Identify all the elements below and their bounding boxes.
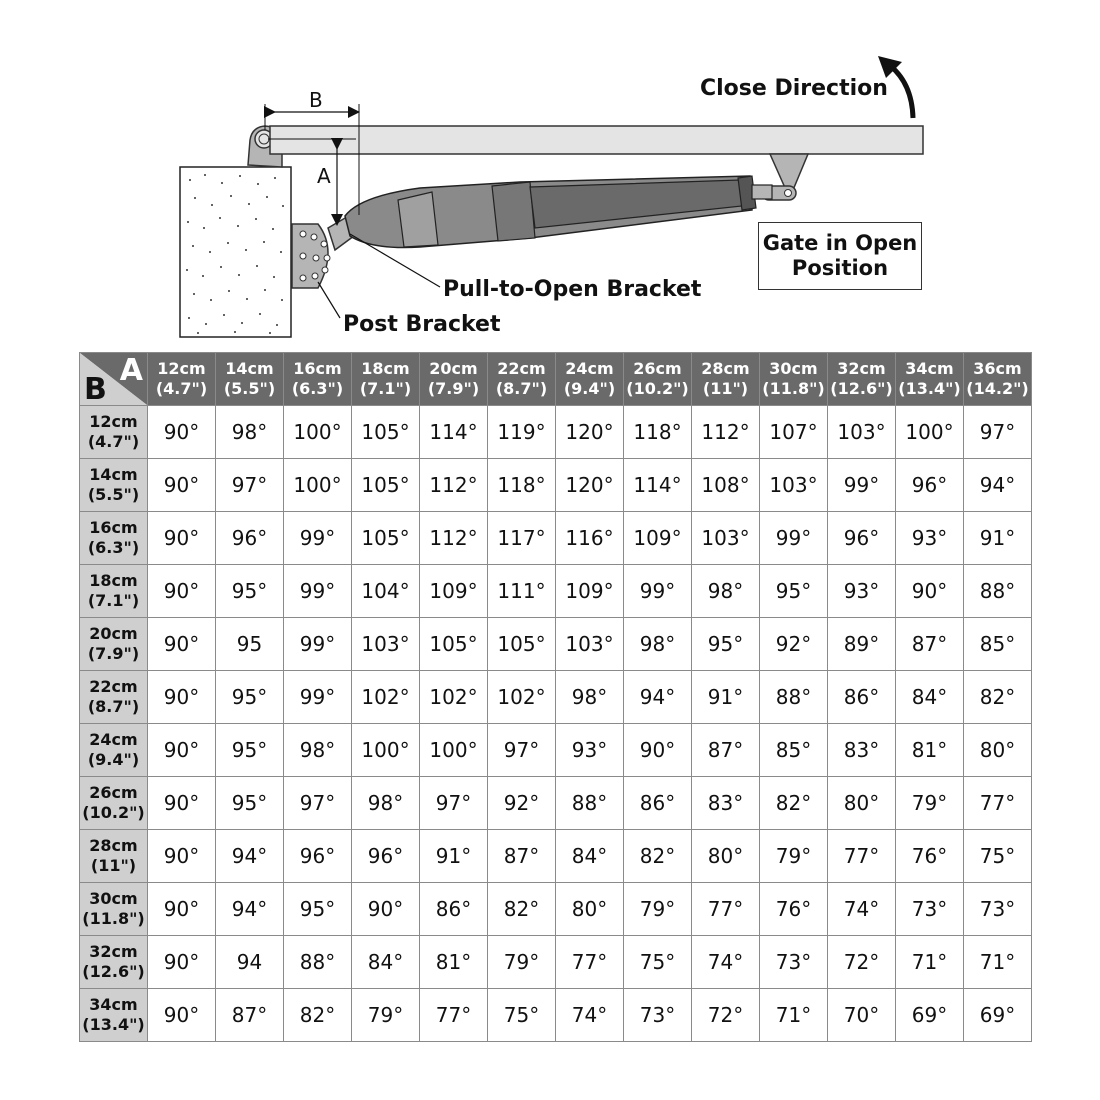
angle-cell: 80° (828, 777, 896, 830)
column-header-a (692, 353, 760, 406)
angle-cell: 92° (760, 618, 828, 671)
angle-cell: 80° (556, 883, 624, 936)
angle-cell: 74° (692, 936, 760, 989)
row-header-b (80, 565, 148, 618)
column-header-inch: (11") (702, 379, 749, 398)
angle-cell: 74° (556, 989, 624, 1042)
row-header-b (80, 406, 148, 459)
column-header-a (352, 353, 420, 406)
angle-cell: 95° (216, 777, 284, 830)
angle-cell: 103° (760, 459, 828, 512)
angle-cell: 77° (556, 936, 624, 989)
angle-cell: 81° (896, 724, 964, 777)
angle-cell: 105° (352, 512, 420, 565)
angle-cell: 95° (216, 724, 284, 777)
table-row (80, 989, 1032, 1042)
angle-cell: 93° (896, 512, 964, 565)
angle-cell: 98° (352, 777, 420, 830)
row-header-b (80, 883, 148, 936)
angle-cell: 112° (420, 512, 488, 565)
column-header-cm: 24cm (565, 359, 614, 378)
column-header-inch: (13.4") (898, 379, 961, 398)
angle-cell: 112° (692, 406, 760, 459)
angle-cell: 118° (488, 459, 556, 512)
row-header-cm: 28cm (89, 836, 138, 855)
angle-cell: 81° (420, 936, 488, 989)
angle-cell: 85° (964, 618, 1032, 671)
angle-cell: 97° (284, 777, 352, 830)
angle-cell: 94° (216, 830, 284, 883)
column-header-inch: (5.5") (223, 379, 276, 398)
column-header-a (964, 353, 1032, 406)
column-header-a (828, 353, 896, 406)
row-header-cm: 22cm (89, 677, 138, 696)
row-header-b (80, 512, 148, 565)
angle-cell: 116° (556, 512, 624, 565)
angle-cell: 96° (284, 830, 352, 883)
corner-b-label: B (84, 372, 107, 406)
column-header-cm: 34cm (905, 359, 954, 378)
angle-cell: 86° (420, 883, 488, 936)
angle-cell: 72° (828, 936, 896, 989)
angle-cell: 94° (216, 883, 284, 936)
angle-cell: 119° (488, 406, 556, 459)
angle-cell: 103° (692, 512, 760, 565)
angle-cell: 108° (692, 459, 760, 512)
angle-cell: 82° (284, 989, 352, 1042)
row-header-cm: 34cm (89, 995, 138, 1014)
column-header-inch: (4.7") (155, 379, 208, 398)
column-header-inch: (9.4") (563, 379, 616, 398)
angle-cell: 100° (352, 724, 420, 777)
angle-cell: 79° (352, 989, 420, 1042)
angle-cell: 82° (964, 671, 1032, 724)
row-header-cm: 18cm (89, 571, 138, 590)
column-header-inch: (6.3") (291, 379, 344, 398)
row-header-inch: (7.9") (87, 644, 140, 663)
angle-cell: 87° (216, 989, 284, 1042)
row-header-inch: (12.6") (82, 962, 145, 981)
angle-cell: 71° (760, 989, 828, 1042)
row-header-inch: (13.4") (82, 1015, 145, 1034)
angle-cell: 77° (964, 777, 1032, 830)
post-bracket (292, 224, 330, 288)
angle-cell: 96° (828, 512, 896, 565)
angle-cell: 104° (352, 565, 420, 618)
angle-cell: 95° (760, 565, 828, 618)
column-header-a (284, 353, 352, 406)
angle-cell: 75° (624, 936, 692, 989)
column-header-cm: 36cm (973, 359, 1022, 378)
column-header-a (556, 353, 624, 406)
angle-cell: 79° (488, 936, 556, 989)
row-header-cm: 26cm (89, 783, 138, 802)
angle-cell: 109° (624, 512, 692, 565)
angle-cell: 98° (284, 724, 352, 777)
gate-post (180, 167, 291, 337)
angle-cell: 99° (284, 565, 352, 618)
angle-cell: 95 (216, 618, 284, 671)
angle-cell: 94 (216, 936, 284, 989)
angle-cell: 80° (964, 724, 1032, 777)
angle-cell: 100° (284, 459, 352, 512)
table-row (80, 883, 1032, 936)
angle-cell: 88° (964, 565, 1032, 618)
angle-cell: 102° (352, 671, 420, 724)
angle-cell: 69° (896, 989, 964, 1042)
angle-cell: 82° (760, 777, 828, 830)
angle-cell: 97° (964, 406, 1032, 459)
angle-cell: 94° (624, 671, 692, 724)
angle-cell: 103° (828, 406, 896, 459)
table-row (80, 618, 1032, 671)
table-row (80, 512, 1032, 565)
angle-cell: 73° (964, 883, 1032, 936)
angle-cell: 88° (760, 671, 828, 724)
angle-cell: 90° (148, 830, 216, 883)
row-header-b (80, 989, 148, 1042)
row-header-inch: (5.5") (87, 485, 140, 504)
angle-cell: 91° (964, 512, 1032, 565)
angle-cell: 98° (692, 565, 760, 618)
row-header-b (80, 724, 148, 777)
angle-cell: 97° (420, 777, 488, 830)
column-header-inch: (7.9") (427, 379, 480, 398)
angle-cell: 84° (896, 671, 964, 724)
table-row (80, 830, 1032, 883)
angle-cell: 73° (896, 883, 964, 936)
angle-cell: 99° (284, 671, 352, 724)
angle-cell: 90° (148, 565, 216, 618)
angle-cell: 109° (420, 565, 488, 618)
row-header-inch: (11") (90, 856, 137, 875)
angle-cell: 89° (828, 618, 896, 671)
angle-cell: 84° (352, 936, 420, 989)
angle-cell: 98° (556, 671, 624, 724)
angle-cell: 90° (148, 883, 216, 936)
angle-cell: 90° (148, 777, 216, 830)
row-header-b (80, 777, 148, 830)
angle-cell: 105° (420, 618, 488, 671)
column-header-a (896, 353, 964, 406)
angle-cell: 82° (488, 883, 556, 936)
angle-cell: 99° (828, 459, 896, 512)
angle-cell: 112° (420, 459, 488, 512)
angle-cell: 90° (624, 724, 692, 777)
row-header-b (80, 618, 148, 671)
column-header-inch: (14.2") (966, 379, 1029, 398)
corner-a-label: A (119, 353, 143, 388)
table-corner (80, 353, 148, 406)
row-header-b (80, 671, 148, 724)
row-header-cm: 32cm (89, 942, 138, 961)
angle-cell: 90° (148, 936, 216, 989)
angle-cell: 90° (896, 565, 964, 618)
angle-cell: 87° (488, 830, 556, 883)
pull-to-open-bracket-label: Pull-to-Open Bracket (443, 277, 702, 302)
angle-cell: 114° (624, 459, 692, 512)
angle-cell: 90° (148, 512, 216, 565)
gate-open-line-1: Gate in Open (762, 231, 918, 255)
row-header-inch: (8.7") (87, 697, 140, 716)
gate-open-line-2: Position (791, 256, 889, 280)
angle-cell: 120° (556, 459, 624, 512)
angle-cell: 90° (148, 459, 216, 512)
angle-cell: 90° (352, 883, 420, 936)
row-header-cm: 14cm (89, 465, 138, 484)
angle-cell: 120° (556, 406, 624, 459)
row-header-b (80, 459, 148, 512)
column-header-cm: 32cm (837, 359, 886, 378)
angle-cell: 91° (692, 671, 760, 724)
angle-cell: 86° (828, 671, 896, 724)
dimension-a-label: A (317, 164, 331, 188)
angle-cell: 94° (964, 459, 1032, 512)
angle-cell: 96° (352, 830, 420, 883)
table-row (80, 565, 1032, 618)
angle-cell: 102° (420, 671, 488, 724)
angle-cell: 87° (896, 618, 964, 671)
angle-cell: 70° (828, 989, 896, 1042)
table-row (80, 777, 1032, 830)
angle-cell: 71° (964, 936, 1032, 989)
row-header-inch: (6.3") (87, 538, 140, 557)
gate-actuator (345, 176, 772, 248)
column-header-a (216, 353, 284, 406)
column-header-cm: 26cm (633, 359, 682, 378)
close-direction-label: Close Direction (700, 76, 888, 101)
column-header-inch: (12.6") (830, 379, 893, 398)
column-header-a (420, 353, 488, 406)
angle-cell: 98° (216, 406, 284, 459)
angle-cell: 118° (624, 406, 692, 459)
column-header-cm: 18cm (361, 359, 410, 378)
column-header-cm: 14cm (225, 359, 274, 378)
angle-cell: 77° (828, 830, 896, 883)
angle-cell: 77° (420, 989, 488, 1042)
dimension-b-label: B (309, 88, 323, 112)
row-header-inch: (11.8") (82, 909, 145, 928)
row-header-cm: 20cm (89, 624, 138, 643)
angle-cell: 93° (828, 565, 896, 618)
angle-cell: 97° (216, 459, 284, 512)
angle-cell: 80° (692, 830, 760, 883)
row-header-cm: 12cm (89, 412, 138, 431)
column-header-cm: 20cm (429, 359, 478, 378)
angle-cell: 96° (896, 459, 964, 512)
row-header-inch: (10.2") (82, 803, 145, 822)
angle-cell: 111° (488, 565, 556, 618)
angle-cell: 82° (624, 830, 692, 883)
angle-cell: 95° (216, 565, 284, 618)
column-header-a (488, 353, 556, 406)
angle-cell: 103° (352, 618, 420, 671)
installation-diagram (0, 0, 1100, 350)
column-header-cm: 30cm (769, 359, 818, 378)
column-header-inch: (8.7") (495, 379, 548, 398)
table-header-row (80, 353, 1032, 406)
angle-cell: 93° (556, 724, 624, 777)
angle-cell: 96° (216, 512, 284, 565)
angle-cell: 83° (692, 777, 760, 830)
angle-cell: 103° (556, 618, 624, 671)
column-header-a (760, 353, 828, 406)
post-bracket-callout (318, 282, 340, 318)
angle-cell: 99° (624, 565, 692, 618)
angle-cell: 98° (624, 618, 692, 671)
angle-cell: 105° (488, 618, 556, 671)
angle-cell: 91° (420, 830, 488, 883)
angle-cell: 95° (216, 671, 284, 724)
row-header-cm: 24cm (89, 730, 138, 749)
column-header-cm: 16cm (293, 359, 342, 378)
angle-cell: 107° (760, 406, 828, 459)
angle-cell: 109° (556, 565, 624, 618)
angle-cell: 95° (692, 618, 760, 671)
opening-angle-table-wrap (79, 352, 1032, 1042)
angle-cell: 90° (148, 724, 216, 777)
angle-cell: 97° (488, 724, 556, 777)
row-header-inch: (7.1") (87, 591, 140, 610)
row-header-b (80, 830, 148, 883)
column-header-inch: (10.2") (626, 379, 689, 398)
angle-cell: 88° (556, 777, 624, 830)
angle-cell: 69° (964, 989, 1032, 1042)
row-header-inch: (9.4") (87, 750, 140, 769)
angle-cell: 88° (284, 936, 352, 989)
column-header-a (624, 353, 692, 406)
angle-cell: 95° (284, 883, 352, 936)
table-row (80, 671, 1032, 724)
angle-cell: 114° (420, 406, 488, 459)
angle-cell: 84° (556, 830, 624, 883)
row-header-inch: (4.7") (87, 432, 140, 451)
angle-cell: 75° (488, 989, 556, 1042)
angle-cell: 83° (828, 724, 896, 777)
table-row (80, 406, 1032, 459)
angle-cell: 100° (284, 406, 352, 459)
table-row (80, 724, 1032, 777)
angle-cell: 90° (148, 989, 216, 1042)
angle-cell: 100° (896, 406, 964, 459)
angle-cell: 73° (760, 936, 828, 989)
row-header-b (80, 936, 148, 989)
gate-open-position-label (758, 222, 922, 290)
angle-cell: 90° (148, 671, 216, 724)
table-row (80, 936, 1032, 989)
angle-cell: 90° (148, 618, 216, 671)
angle-cell: 105° (352, 459, 420, 512)
angle-cell: 71° (896, 936, 964, 989)
column-header-cm: 12cm (157, 359, 206, 378)
row-header-cm: 16cm (89, 518, 138, 537)
gate-leaf (270, 126, 923, 154)
angle-cell: 74° (828, 883, 896, 936)
column-header-inch: (7.1") (359, 379, 412, 398)
angle-cell: 92° (488, 777, 556, 830)
angle-cell: 105° (352, 406, 420, 459)
opening-angle-table (79, 352, 1032, 1042)
angle-cell: 99° (284, 512, 352, 565)
angle-cell: 102° (488, 671, 556, 724)
angle-cell: 86° (624, 777, 692, 830)
angle-cell: 99° (760, 512, 828, 565)
angle-cell: 76° (760, 883, 828, 936)
angle-cell: 100° (420, 724, 488, 777)
angle-cell: 87° (692, 724, 760, 777)
column-header-cm: 28cm (701, 359, 750, 378)
angle-cell: 79° (760, 830, 828, 883)
angle-cell: 77° (692, 883, 760, 936)
angle-cell: 99° (284, 618, 352, 671)
column-header-inch: (11.8") (762, 379, 825, 398)
angle-cell: 72° (692, 989, 760, 1042)
angle-cell: 79° (624, 883, 692, 936)
angle-cell: 73° (624, 989, 692, 1042)
angle-cell: 90° (148, 406, 216, 459)
row-header-cm: 30cm (89, 889, 138, 908)
table-row (80, 459, 1032, 512)
angle-cell: 117° (488, 512, 556, 565)
angle-cell: 85° (760, 724, 828, 777)
column-header-a (148, 353, 216, 406)
angle-cell: 76° (896, 830, 964, 883)
table-body (80, 406, 1032, 1042)
angle-cell: 79° (896, 777, 964, 830)
post-bracket-label: Post Bracket (343, 312, 501, 337)
column-header-cm: 22cm (497, 359, 546, 378)
angle-cell: 75° (964, 830, 1032, 883)
